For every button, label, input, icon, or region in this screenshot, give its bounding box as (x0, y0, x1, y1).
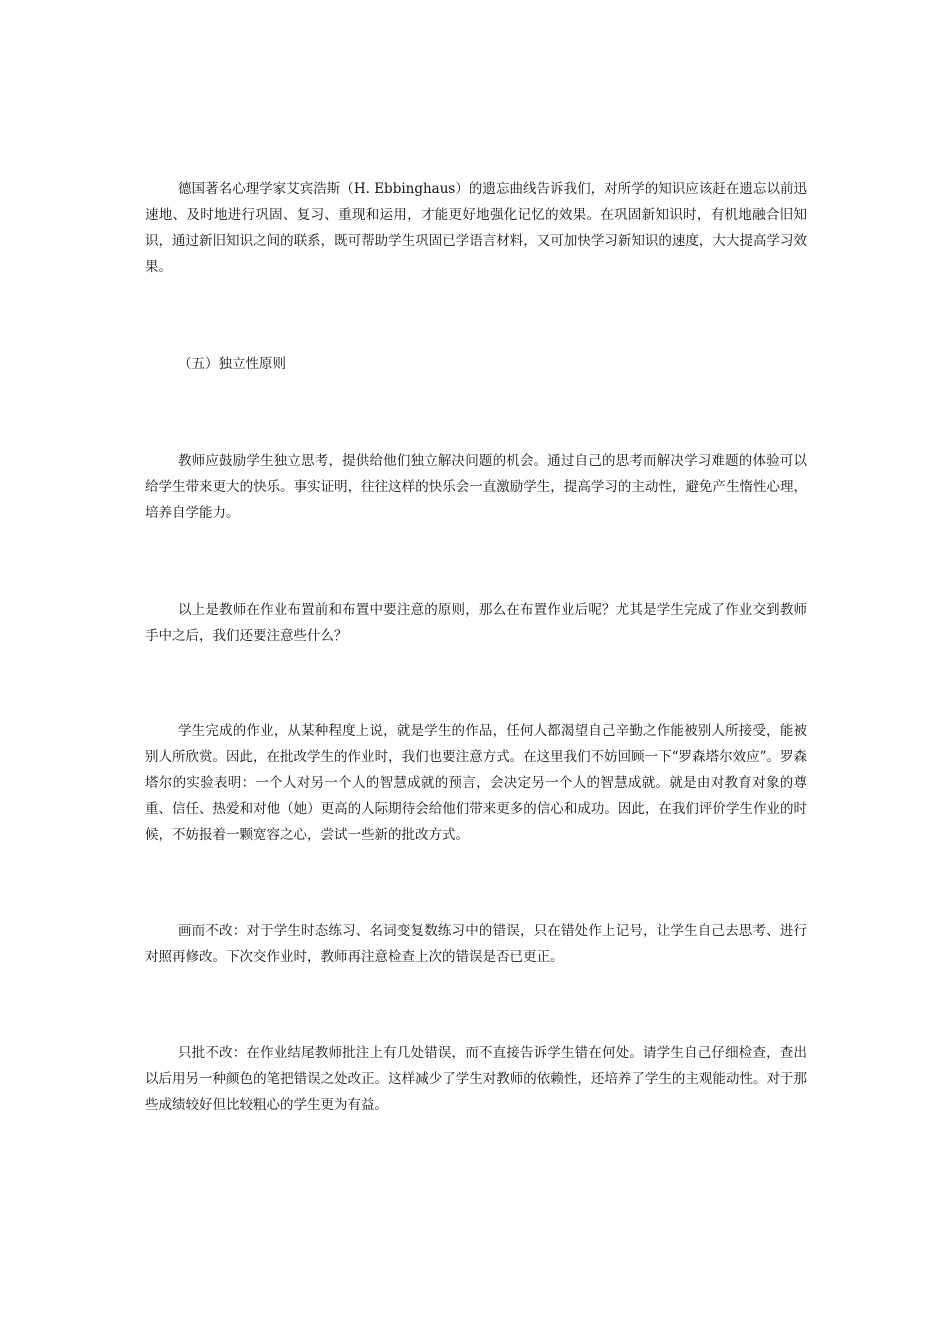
paragraph-ebbinghaus: 德国著名心理学家艾宾浩斯（H. Ebbinghaus）的遗忘曲线告诉我们，对所学的知识应该赶在遗忘以前迅速地、及时地进行巩固、复习、重现和运用，才能更好地强化记忆的效果。在巩固新知识时，有机地融合旧知识，通过新旧知识之间的联系，既可帮助学生巩固已学语言材料，又可加快学习新知识的速度，大大提高学习效果。 (145, 181, 807, 275)
section-heading-independence: （五）独立性原则 (178, 356, 286, 372)
paragraph-mark-not-correct: 画而不改：对于学生时态练习、名词变复数练习中的错误，只在错处作上记号，让学生自己去思考、进行对照再修改。下次交作业时，教师再注意检查上次的错误是否已更正。 (145, 923, 807, 965)
paragraph-rosenthal-effect: 学生完成的作业，从某种程度上说，就是学生的作品，任何人都渴望自己辛勤之作能被别人所接受，能被别人所欣赏。因此，在批改学生的作业时，我们也要注意方式。在这里我们不妨回顾一下“罗森塔尔效应”。罗森塔尔的实验表明：一个人对另一个人的智慧成就的预言，会决定另一个人的智慧成就。就是由对教育对象的尊重、信任、热爱和对他（她）更高的人际期待会给他们带来更多的信心和成功。因此，在我们评价学生作业的时候，不妨报着一颗宽容之心，尝试一些新的批改方式。 (145, 723, 807, 843)
paragraph-independent-thinking: 教师应鼓励学生独立思考，提供给他们独立解决问题的机会。通过自己的思考而解决学习难题的体验可以给学生带来更大的快乐。事实证明，往往这样的快乐会一直激励学生，提高学习的主动性，避免产生惰性心理，培养自学能力。 (145, 453, 807, 521)
paragraph-comment-not-correct: 只批不改：在作业结尾教师批注上有几处错误，而不直接告诉学生错在何处。请学生自己仔细检查，查出以后用另一种颜色的笔把错误之处改正。这样减少了学生对教师的依赖性，还培养了学生的主观能动性。对于那些成绩较好但比较粗心的学生更为有益。 (145, 1045, 807, 1113)
paragraph-after-assignment: 以上是教师在作业布置前和布置中要注意的原则，那么在布置作业后呢？尤其是学生完成了作业交到教师手中之后，我们还要注意些什么？ (145, 602, 807, 644)
